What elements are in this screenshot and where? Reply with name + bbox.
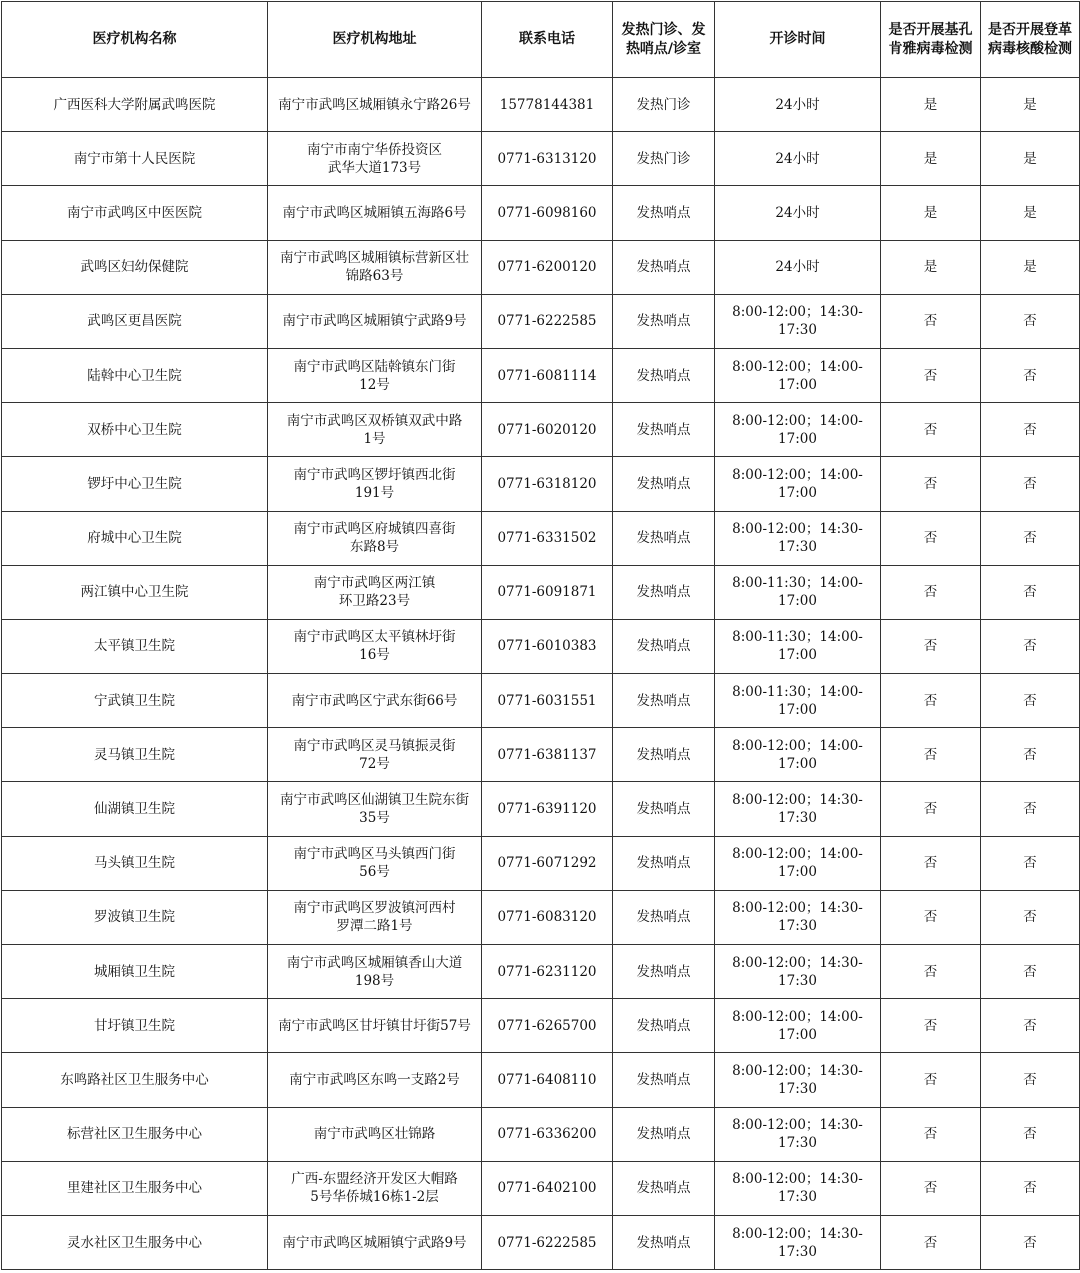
table-row: [2, 945, 1080, 999]
table-header-row: [2, 2, 1080, 78]
cell-chik-test: 否: [881, 945, 981, 999]
cell-dengue-test: 否: [981, 1053, 1080, 1107]
cell-hours: 8:00-12:00；14:30- 17:30: [715, 945, 881, 999]
cell-address: 南宁市武鸣区东鸣一支路2号: [268, 1053, 482, 1107]
cell-chik-test: 是: [881, 186, 981, 240]
cell-address: 南宁市武鸣区两江镇 环卫路23号: [268, 565, 482, 619]
cell-name: 马头镇卫生院: [2, 836, 268, 890]
cell-address: 南宁市武鸣区锣圩镇西北街 191号: [268, 457, 482, 511]
cell-address: 南宁市武鸣区壮锦路: [268, 1107, 482, 1161]
table-row: [2, 457, 1080, 511]
header-chik-test: 是否开展基孔肯雅病毒检测: [881, 2, 981, 78]
cell-phone: 0771-6222585: [482, 294, 613, 348]
cell-address: 南宁市武鸣区仙湖镇卫生院东街 35号: [268, 782, 482, 836]
cell-phone: 0771-6408110: [482, 1053, 613, 1107]
cell-hours: 24小时: [715, 132, 881, 186]
cell-address: 南宁市武鸣区城厢镇标营新区壮 锦路63号: [268, 240, 482, 294]
cell-dengue-test: 是: [981, 186, 1080, 240]
cell-chik-test: 是: [881, 132, 981, 186]
cell-type: 发热哨点: [613, 1107, 715, 1161]
table-row: [2, 403, 1080, 457]
cell-type: 发热哨点: [613, 1161, 715, 1215]
cell-phone: 0771-6231120: [482, 945, 613, 999]
cell-type: 发热哨点: [613, 1053, 715, 1107]
cell-address: 南宁市武鸣区城厢镇宁武路9号: [268, 294, 482, 348]
header-phone: 联系电话: [482, 2, 613, 78]
cell-type: 发热哨点: [613, 619, 715, 673]
cell-type: 发热哨点: [613, 999, 715, 1053]
cell-name: 府城中心卫生院: [2, 511, 268, 565]
cell-type: 发热哨点: [613, 1215, 715, 1269]
cell-hours: 8:00-12:00；14:30- 17:30: [715, 294, 881, 348]
clinic-table: [1, 1, 1080, 1270]
table-row: [2, 348, 1080, 402]
cell-address: 南宁市武鸣区灵马镇振灵街 72号: [268, 728, 482, 782]
cell-hours: 8:00-12:00；14:30- 17:30: [715, 1161, 881, 1215]
cell-hours: 8:00-12:00；14:30- 17:30: [715, 1107, 881, 1161]
cell-dengue-test: 否: [981, 728, 1080, 782]
cell-chik-test: 否: [881, 294, 981, 348]
header-dengue-test: 是否开展登革病毒核酸检测: [981, 2, 1080, 78]
cell-address: 南宁市武鸣区陆斡镇东门街 12号: [268, 348, 482, 402]
cell-phone: 0771-6200120: [482, 240, 613, 294]
cell-address: 南宁市武鸣区甘圩镇甘圩街57号: [268, 999, 482, 1053]
table-row: [2, 728, 1080, 782]
cell-hours: 8:00-12:00；14:00- 17:00: [715, 348, 881, 402]
table-row: [2, 999, 1080, 1053]
cell-chik-test: 是: [881, 78, 981, 132]
cell-chik-test: 否: [881, 1161, 981, 1215]
cell-type: 发热哨点: [613, 565, 715, 619]
cell-dengue-test: 否: [981, 1161, 1080, 1215]
cell-phone: 0771-6331502: [482, 511, 613, 565]
cell-phone: 0771-6071292: [482, 836, 613, 890]
cell-chik-test: 否: [881, 728, 981, 782]
cell-chik-test: 是: [881, 240, 981, 294]
cell-hours: 8:00-12:00；14:30- 17:30: [715, 511, 881, 565]
cell-hours: 8:00-11:30；14:00- 17:00: [715, 674, 881, 728]
cell-chik-test: 否: [881, 403, 981, 457]
cell-hours: 8:00-12:00；14:00- 17:00: [715, 728, 881, 782]
cell-phone: 0771-6402100: [482, 1161, 613, 1215]
cell-phone: 0771-6391120: [482, 782, 613, 836]
cell-chik-test: 否: [881, 782, 981, 836]
cell-hours: 8:00-12:00；14:30- 17:30: [715, 1215, 881, 1269]
cell-dengue-test: 是: [981, 78, 1080, 132]
cell-dengue-test: 否: [981, 1215, 1080, 1269]
cell-chik-test: 否: [881, 1215, 981, 1269]
cell-dengue-test: 否: [981, 1107, 1080, 1161]
table-body: [2, 78, 1080, 1270]
cell-name: 城厢镇卫生院: [2, 945, 268, 999]
cell-hours: 24小时: [715, 78, 881, 132]
cell-phone: 0771-6222585: [482, 1215, 613, 1269]
cell-name: 武鸣区妇幼保健院: [2, 240, 268, 294]
table-row: [2, 619, 1080, 673]
cell-chik-test: 否: [881, 457, 981, 511]
cell-phone: 0771-6381137: [482, 728, 613, 782]
cell-type: 发热哨点: [613, 836, 715, 890]
table-row: [2, 565, 1080, 619]
cell-dengue-test: 否: [981, 999, 1080, 1053]
cell-name: 甘圩镇卫生院: [2, 999, 268, 1053]
cell-phone: 0771-6336200: [482, 1107, 613, 1161]
cell-type: 发热哨点: [613, 348, 715, 402]
table-row: [2, 1053, 1080, 1107]
cell-type: 发热哨点: [613, 403, 715, 457]
cell-name: 广西医科大学附属武鸣医院: [2, 78, 268, 132]
cell-phone: 0771-6098160: [482, 186, 613, 240]
cell-hours: 8:00-11:30；14:00- 17:00: [715, 619, 881, 673]
cell-type: 发热哨点: [613, 728, 715, 782]
cell-phone: 0771-6010383: [482, 619, 613, 673]
cell-dengue-test: 否: [981, 945, 1080, 999]
cell-name: 罗波镇卫生院: [2, 890, 268, 944]
cell-type: 发热哨点: [613, 511, 715, 565]
cell-type: 发热哨点: [613, 782, 715, 836]
cell-name: 灵水社区卫生服务中心: [2, 1215, 268, 1269]
cell-hours: 8:00-12:00；14:00- 17:00: [715, 836, 881, 890]
table-row: [2, 836, 1080, 890]
cell-name: 两江镇中心卫生院: [2, 565, 268, 619]
cell-chik-test: 否: [881, 348, 981, 402]
cell-dengue-test: 否: [981, 674, 1080, 728]
cell-address: 南宁市武鸣区太平镇林圩街 16号: [268, 619, 482, 673]
cell-phone: 0771-6081114: [482, 348, 613, 402]
table-row: [2, 240, 1080, 294]
cell-hours: 8:00-11:30；14:00- 17:00: [715, 565, 881, 619]
cell-address: 南宁市南宁华侨投资区 武华大道173号: [268, 132, 482, 186]
cell-chik-test: 否: [881, 565, 981, 619]
cell-name: 里建社区卫生服务中心: [2, 1161, 268, 1215]
cell-type: 发热哨点: [613, 890, 715, 944]
cell-dengue-test: 否: [981, 619, 1080, 673]
cell-phone: 0771-6313120: [482, 132, 613, 186]
table-row: [2, 1107, 1080, 1161]
cell-hours: 8:00-12:00；14:00- 17:00: [715, 403, 881, 457]
cell-chik-test: 否: [881, 1053, 981, 1107]
cell-chik-test: 否: [881, 1107, 981, 1161]
cell-dengue-test: 否: [981, 565, 1080, 619]
cell-hours: 8:00-12:00；14:30- 17:30: [715, 782, 881, 836]
cell-address: 南宁市武鸣区马头镇西门街 56号: [268, 836, 482, 890]
cell-type: 发热哨点: [613, 294, 715, 348]
cell-type: 发热哨点: [613, 186, 715, 240]
cell-address: 南宁市武鸣区城厢镇五海路6号: [268, 186, 482, 240]
cell-name: 双桥中心卫生院: [2, 403, 268, 457]
cell-type: 发热门诊: [613, 78, 715, 132]
cell-phone: 0771-6091871: [482, 565, 613, 619]
cell-name: 灵马镇卫生院: [2, 728, 268, 782]
cell-name: 陆斡中心卫生院: [2, 348, 268, 402]
cell-name: 宁武镇卫生院: [2, 674, 268, 728]
cell-dengue-test: 否: [981, 511, 1080, 565]
header-address: 医疗机构地址: [268, 2, 482, 78]
cell-address: 南宁市武鸣区府城镇四喜街 东路8号: [268, 511, 482, 565]
cell-address: 南宁市武鸣区城厢镇永宁路26号: [268, 78, 482, 132]
table-row: [2, 186, 1080, 240]
cell-phone: 0771-6318120: [482, 457, 613, 511]
cell-name: 东鸣路社区卫生服务中心: [2, 1053, 268, 1107]
cell-dengue-test: 否: [981, 836, 1080, 890]
table-row: [2, 78, 1080, 132]
header-type: 发热门诊、发热哨点/诊室: [613, 2, 715, 78]
cell-dengue-test: 是: [981, 132, 1080, 186]
cell-dengue-test: 否: [981, 890, 1080, 944]
cell-chik-test: 否: [881, 674, 981, 728]
table-row: [2, 890, 1080, 944]
cell-name: 锣圩中心卫生院: [2, 457, 268, 511]
cell-address: 南宁市武鸣区城厢镇香山大道 198号: [268, 945, 482, 999]
cell-dengue-test: 否: [981, 348, 1080, 402]
cell-chik-test: 否: [881, 836, 981, 890]
cell-chik-test: 否: [881, 999, 981, 1053]
cell-dengue-test: 否: [981, 457, 1080, 511]
table-row: [2, 1215, 1080, 1269]
cell-phone: 0771-6020120: [482, 403, 613, 457]
table-row: [2, 511, 1080, 565]
cell-address: 南宁市武鸣区罗波镇河西村 罗潭二路1号: [268, 890, 482, 944]
cell-hours: 8:00-12:00；14:30- 17:30: [715, 1053, 881, 1107]
cell-type: 发热哨点: [613, 945, 715, 999]
cell-type: 发热哨点: [613, 674, 715, 728]
cell-phone: 15778144381: [482, 78, 613, 132]
table-row: [2, 1161, 1080, 1215]
table-row: [2, 132, 1080, 186]
table-row: [2, 674, 1080, 728]
cell-chik-test: 否: [881, 619, 981, 673]
cell-phone: 0771-6031551: [482, 674, 613, 728]
cell-dengue-test: 否: [981, 782, 1080, 836]
table-row: [2, 782, 1080, 836]
cell-type: 发热门诊: [613, 132, 715, 186]
cell-dengue-test: 是: [981, 240, 1080, 294]
cell-address: 南宁市武鸣区宁武东街66号: [268, 674, 482, 728]
cell-address: 南宁市武鸣区双桥镇双武中路 1号: [268, 403, 482, 457]
cell-type: 发热哨点: [613, 457, 715, 511]
cell-hours: 24小时: [715, 186, 881, 240]
cell-phone: 0771-6083120: [482, 890, 613, 944]
cell-phone: 0771-6265700: [482, 999, 613, 1053]
cell-chik-test: 否: [881, 890, 981, 944]
cell-name: 南宁市武鸣区中医医院: [2, 186, 268, 240]
header-hours: 开诊时间: [715, 2, 881, 78]
cell-address: 广西-东盟经济开发区大帽路 5号华侨城16栋1-2层: [268, 1161, 482, 1215]
cell-dengue-test: 否: [981, 403, 1080, 457]
cell-name: 南宁市第十人民医院: [2, 132, 268, 186]
cell-name: 武鸣区更昌医院: [2, 294, 268, 348]
cell-name: 太平镇卫生院: [2, 619, 268, 673]
cell-chik-test: 否: [881, 511, 981, 565]
header-name: 医疗机构名称: [2, 2, 268, 78]
cell-name: 仙湖镇卫生院: [2, 782, 268, 836]
cell-name: 标营社区卫生服务中心: [2, 1107, 268, 1161]
table-row: [2, 294, 1080, 348]
cell-hours: 8:00-12:00；14:30- 17:30: [715, 890, 881, 944]
cell-dengue-test: 否: [981, 294, 1080, 348]
cell-hours: 8:00-12:00；14:00- 17:00: [715, 999, 881, 1053]
cell-address: 南宁市武鸣区城厢镇宁武路9号: [268, 1215, 482, 1269]
cell-hours: 8:00-12:00；14:00- 17:00: [715, 457, 881, 511]
cell-type: 发热哨点: [613, 240, 715, 294]
cell-hours: 24小时: [715, 240, 881, 294]
